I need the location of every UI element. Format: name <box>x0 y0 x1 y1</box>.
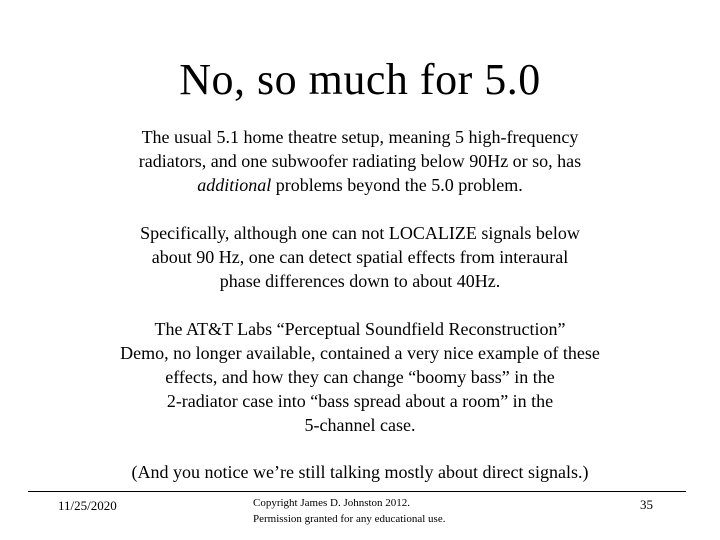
copyright-line-2: Permission granted for any educational use. <box>253 513 446 525</box>
footer-copyright <box>253 495 445 527</box>
footer-date: 11/25/2020 <box>58 498 117 513</box>
paragraph-1-line-1: The usual 5.1 home theatre setup, meaning 5 high-frequency <box>141 127 579 147</box>
paragraph-1-line-3-rest: problems beyond the 5.0 problem. <box>271 175 523 195</box>
paragraph-1 <box>60 125 660 197</box>
page-number: 35 <box>640 497 653 512</box>
paragraph-2-line-1: Specifically, although one can not LOCALIZE signals below <box>140 223 580 243</box>
paragraph-3-line-3: effects, and how they can change “boomy bass” in the <box>165 367 555 387</box>
italic-word: additional <box>197 175 272 195</box>
paragraph-3-line-2: Demo, no longer available, contained a very nice example of these <box>120 343 600 363</box>
paragraph-4-line-1: (And you notice we’re still talking mostly about direct signals.) <box>131 462 589 482</box>
paragraph-1-line-3 <box>60 173 660 197</box>
paragraph-2 <box>60 221 660 293</box>
paragraph-1-line-2: radiators, and one subwoofer radiating below 90Hz or so, has <box>138 151 582 171</box>
paragraph-3-line-1: The AT&T Labs “Perceptual Soundfield Reconstruction” <box>154 319 566 339</box>
footer-divider <box>28 491 686 492</box>
copyright-line-1: Copyright James D. Johnston 2012. <box>253 497 411 509</box>
slide-title: No, so much for 5.0 <box>179 55 541 104</box>
paragraph-4 <box>60 460 660 484</box>
paragraph-2-line-3: phase differences down to about 40Hz. <box>219 271 501 291</box>
paragraph-3 <box>60 317 660 437</box>
paragraph-2-line-2: about 90 Hz, one can detect spatial effects from interaural <box>151 247 569 267</box>
paragraph-3-line-4: 2-radiator case into “bass spread about a room” in the <box>166 391 554 411</box>
paragraph-3-line-5: 5-channel case. <box>304 415 416 435</box>
